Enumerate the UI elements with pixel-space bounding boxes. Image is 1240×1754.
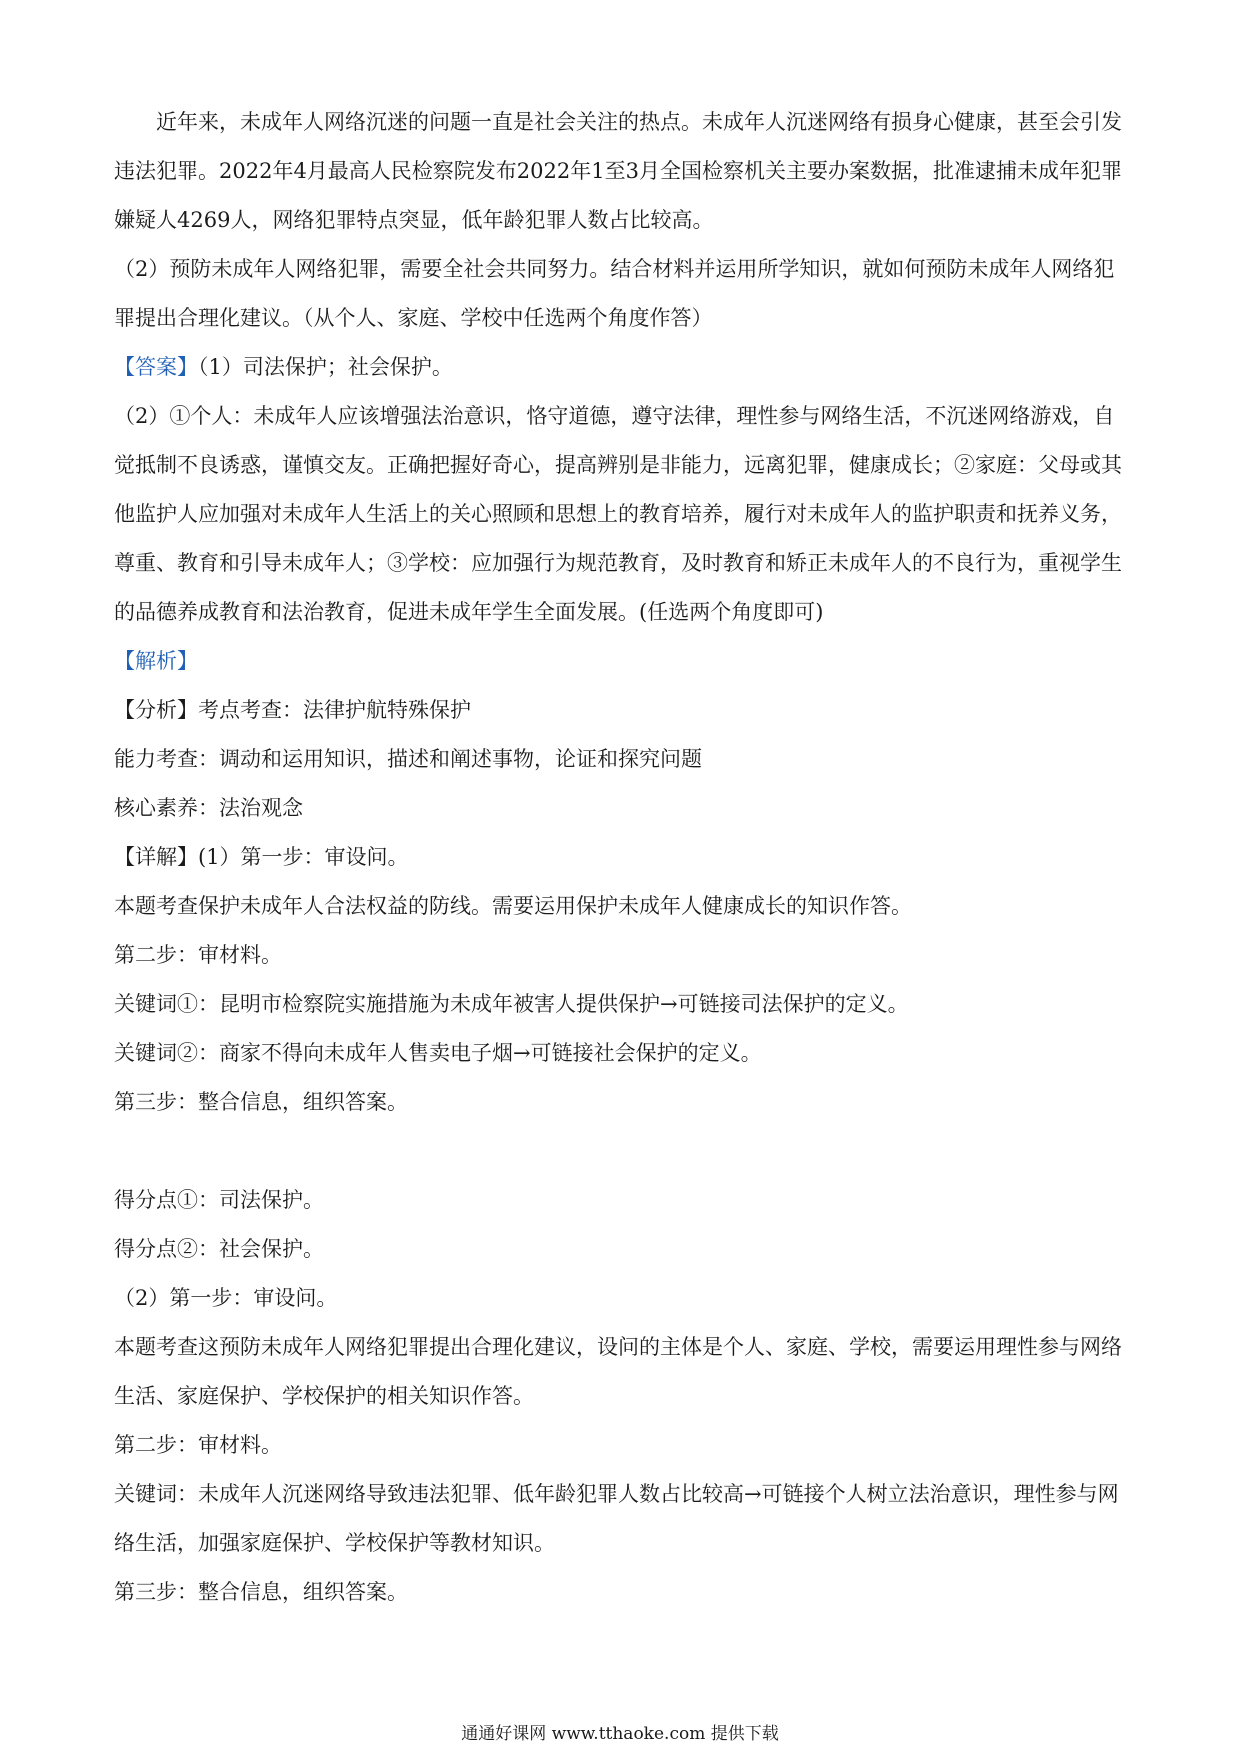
detail-2-text: 本题考查这预防未成年人网络犯罪提出合理化建议，设问的主体是个人、家庭、学校，需要运用理性参与网络生活、家庭保护、学校保护的相关知识作答。 — [114, 1335, 1122, 1408]
detail-1-step-1: 【详解】(1）第一步：审设问。 — [114, 845, 409, 869]
answer-1 — [114, 343, 1130, 392]
material-paragraph: 近年来，未成年人网络沉迷的问题一直是社会关注的热点。未成年人沉迷网络有损身心健康，甚至会引发违法犯罪。2022年4月最高人民检察院发布2022年1至3月全国检察机关主要办案数据，批准逮捕未成年犯罪嫌疑人4269人，网络犯罪特点突显，低年龄犯罪人数占比较高。 — [114, 110, 1122, 232]
detail-1-keyword-1: 关键词①：昆明市检察院实施措施为未成年被害人提供保护→可链接司法保护的定义。 — [114, 992, 909, 1016]
detail-2-keyword: 关键词：未成年人沉迷网络导致违法犯罪、低年龄犯罪人数占比较高→可链接个人树立法治意识，理性参与网络生活，加强家庭保护、学校保护等教材知识。 — [114, 1482, 1119, 1555]
detail-2-step-2: 第二步：审材料。 — [114, 1433, 282, 1457]
detail-1-score-1: 得分点①：司法保护。 — [114, 1188, 324, 1212]
blank-line — [114, 1127, 1130, 1176]
detail-1-keyword-2: 关键词②：商家不得向未成年人售卖电子烟→可链接社会保护的定义。 — [114, 1041, 762, 1065]
answer-1-text: （1）司法保护；社会保护。 — [198, 355, 453, 379]
analysis-fenxi: 【分析】考点考查：法律护航特殊保护 — [114, 698, 471, 722]
analysis-literacy: 核心素养：法治观念 — [114, 796, 303, 820]
detail-2-step-1: （2）第一步：审设问。 — [114, 1286, 338, 1310]
detail-1-text: 本题考查保护未成年人合法权益的防线。需要运用保护未成年人健康成长的知识作答。 — [114, 894, 912, 918]
analysis-ability: 能力考查：调动和运用知识，描述和阐述事物，论证和探究问题 — [114, 747, 702, 771]
analysis-tag: 【解析】 — [114, 649, 198, 673]
question-2: （2）预防未成年人网络犯罪，需要全社会共同努力。结合材料并运用所学知识，就如何预防未成年人网络犯罪提出合理化建议。（从个人、家庭、学校中任选两个角度作答） — [114, 257, 1115, 330]
analysis-heading — [114, 637, 1130, 686]
page-footer: 通通好课网 www.tthaoke.com 提供下载 — [461, 1724, 779, 1744]
detail-1-step-2: 第二步：审材料。 — [114, 943, 282, 967]
detail-2-step-3: 第三步：整合信息，组织答案。 — [114, 1580, 408, 1604]
answer-2: （2）①个人：未成年人应该增强法治意识，恪守道德，遵守法律，理性参与网络生活，不沉迷网络游戏，自觉抵制不良诱惑，谨慎交友。正确把握好奇心，提高辨别是非能力，远离犯罪，健康成长；②家庭：父母或其他监护人应加强对未成年人生活上的关心照顾和思想上的教育培养，履行对未成年人的监护职责和抚养义务，尊重、教育和引导未成年人；③学校：应加强行为规范教育，及时教育和矫正未成年人的不良行为，重视学生的品德养成教育和法治教育，促进未成年学生全面发展。(任选两个角度即可) — [114, 404, 1122, 624]
detail-1-score-2: 得分点②：社会保护。 — [114, 1237, 324, 1261]
document-body — [114, 98, 1130, 1617]
answer-tag: 【答案】 — [114, 355, 198, 379]
detail-1-step-3: 第三步：整合信息，组织答案。 — [114, 1090, 408, 1114]
